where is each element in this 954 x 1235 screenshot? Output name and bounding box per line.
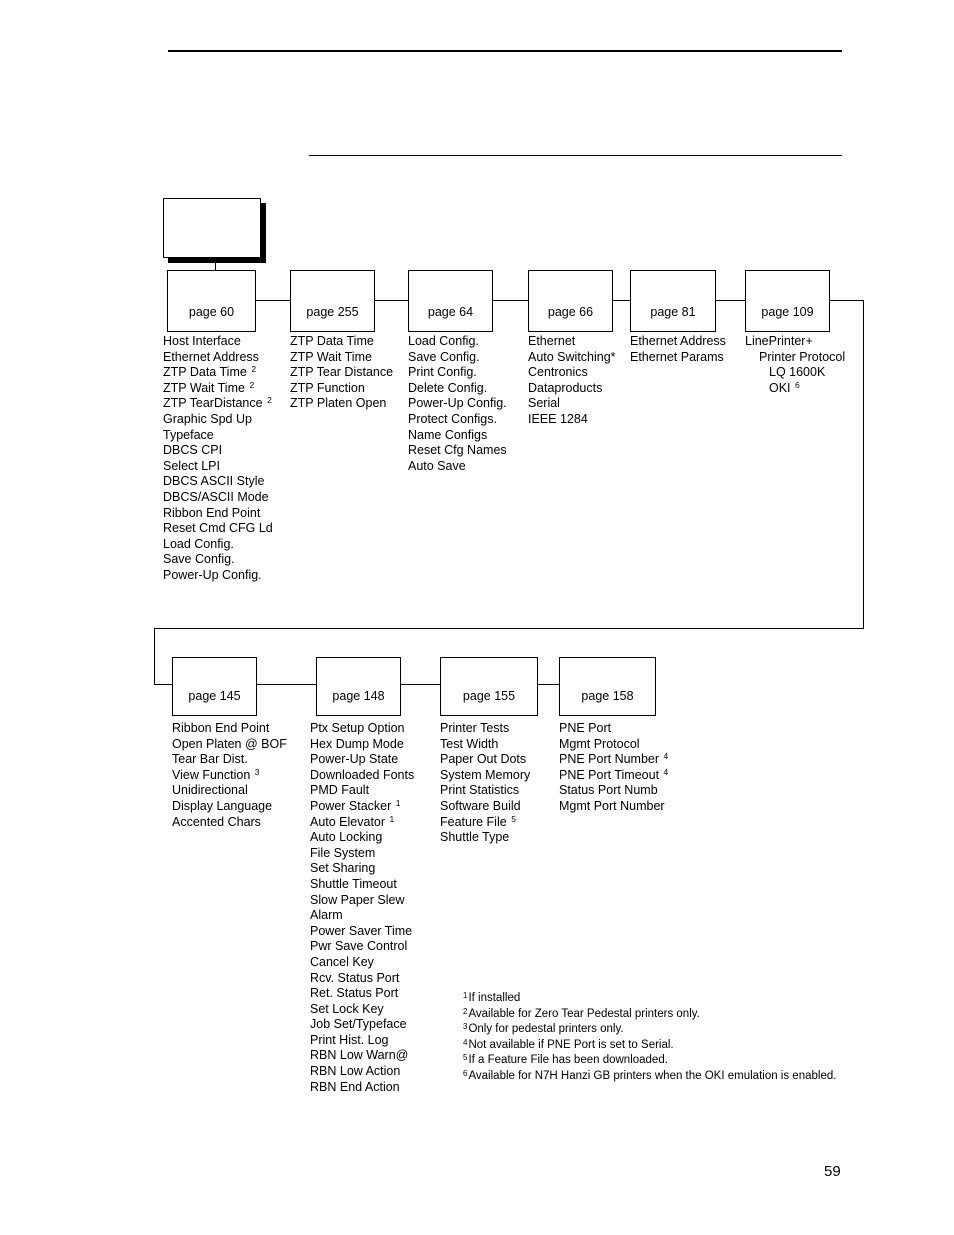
menu-item-label: System Memory <box>440 767 531 782</box>
menu-item-list <box>440 721 530 846</box>
page-box <box>167 270 256 332</box>
menu-item <box>528 412 616 428</box>
menu-item <box>310 799 414 815</box>
menu-item <box>310 768 414 784</box>
page-ref: page 81 <box>650 305 696 319</box>
menu-item-label: Tear Bar Dist. <box>172 752 248 767</box>
menu-item-label: Power Saver Time <box>310 923 413 938</box>
footnote-text: Only for pedestal printers only. <box>468 1023 624 1036</box>
menu-item <box>163 568 273 584</box>
menu-item-label: Power-Up State <box>310 752 399 767</box>
footnote-marker: 5 <box>511 813 516 824</box>
row2-connector <box>400 684 440 685</box>
menu-item <box>310 939 414 955</box>
menu-item <box>528 365 616 381</box>
footnote-text: Not available if PNE Port is set to Serial. <box>468 1038 674 1051</box>
menu-item-label: Serial <box>528 396 560 411</box>
menu-item <box>440 830 530 846</box>
menu-item <box>310 737 414 753</box>
row1-connector <box>255 300 290 301</box>
menu-item <box>408 396 507 412</box>
menu-item-label: Ethernet Params <box>630 349 724 364</box>
menu-item-label: Job Set/Typeface <box>310 1017 407 1032</box>
menu-item-label: Auto Locking <box>310 830 383 845</box>
footnote-text: Available for Zero Tear Pedestal printers only. <box>468 1007 700 1020</box>
menu-item-label: Ribbon End Point <box>163 505 261 520</box>
page-ref: page 158 <box>581 689 634 703</box>
menu-item-label: Cancel Key <box>310 954 374 969</box>
menu-item <box>559 721 668 737</box>
menu-item <box>528 334 616 350</box>
footnote <box>463 1022 836 1038</box>
menu-item-label: Save Config. <box>408 349 480 364</box>
menu-item-label: Status Port Numb <box>559 783 658 798</box>
menu-item <box>310 1048 414 1064</box>
footnote-number: 6 <box>463 1068 468 1078</box>
menu-item <box>559 799 668 815</box>
menu-item <box>163 428 273 444</box>
page-box <box>172 657 257 716</box>
menu-item <box>310 877 414 893</box>
wrap-connector <box>154 628 864 629</box>
menu-item <box>310 1064 414 1080</box>
menu-item-list <box>630 334 726 365</box>
menu-item <box>163 506 273 522</box>
page-box <box>440 657 538 716</box>
menu-item-label: DBCS/ASCII Mode <box>163 489 269 504</box>
menu-item-label: Mgmt Port Number <box>559 798 665 813</box>
menu-item-label: ZTP Wait Time <box>290 349 372 364</box>
page-box <box>528 270 613 332</box>
menu-item <box>163 365 273 381</box>
page-ref: page 60 <box>188 305 235 319</box>
menu-item-label: Printer Tests <box>440 721 510 735</box>
menu-item <box>310 846 414 862</box>
menu-item <box>290 396 393 412</box>
menu-item-label: Select LPI <box>163 458 220 473</box>
menu-item <box>745 365 845 381</box>
menu-item-label: OKI <box>769 380 791 395</box>
menu-item-label: Shuttle Timeout <box>310 876 397 891</box>
footnote-marker: 6 <box>795 379 800 390</box>
menu-item-label: Auto Switching* <box>528 349 616 364</box>
menu-item <box>528 396 616 412</box>
menu-item <box>163 552 273 568</box>
footnote-number: 2 <box>463 1006 468 1016</box>
menu-item <box>408 334 507 350</box>
menu-item-label: Accented Chars <box>172 814 261 829</box>
menu-item-label: Shuttle Type <box>440 830 510 845</box>
menu-item <box>630 334 726 350</box>
menu-item <box>310 986 414 1002</box>
menu-item <box>408 412 507 428</box>
menu-item <box>172 737 287 753</box>
menu-item-label: Load Config. <box>163 536 234 551</box>
menu-item <box>440 783 530 799</box>
menu-item <box>172 799 287 815</box>
menu-item-label: ZTP Data Time <box>290 334 374 348</box>
menu-item-label: Ethernet <box>528 334 576 348</box>
page-number: 59 <box>824 1163 841 1180</box>
page-ref: page 148 <box>332 689 385 703</box>
menu-item <box>310 1033 414 1049</box>
menu-item-label: ZTP TearDistance <box>163 396 263 411</box>
menu-item-label: View Function <box>172 767 251 782</box>
wrap-connector <box>863 300 864 629</box>
menu-item <box>440 752 530 768</box>
menu-item <box>290 365 393 381</box>
menu-item-label: ZTP Data Time <box>163 365 247 380</box>
menu-item <box>408 350 507 366</box>
menu-item <box>163 396 273 412</box>
menu-item-label: Pwr Save Control <box>310 939 408 954</box>
menu-item <box>745 381 845 397</box>
menu-item-label: DBCS CPI <box>163 443 223 458</box>
menu-item-label: Ethernet Address <box>630 334 726 348</box>
menu-item-list <box>172 721 287 830</box>
menu-item-list <box>528 334 616 428</box>
menu-item <box>528 350 616 366</box>
page-box <box>559 657 656 716</box>
menu-item-label: LQ 1600K <box>769 365 826 380</box>
menu-item <box>559 752 668 768</box>
menu-item <box>310 861 414 877</box>
menu-item <box>408 459 507 475</box>
footnote <box>463 1069 836 1085</box>
row1-connector <box>715 300 745 301</box>
menu-item <box>310 893 414 909</box>
menu-item <box>408 443 507 459</box>
menu-item-label: RBN End Action <box>310 1079 400 1094</box>
menu-item <box>440 768 530 784</box>
menu-item-label: Ethernet Address <box>163 349 259 364</box>
menu-item-label: Save Config. <box>163 552 235 567</box>
page-ref: page 64 <box>427 305 474 319</box>
menu-item-label: Print Config. <box>408 365 477 380</box>
menu-item <box>163 521 273 537</box>
menu-item <box>310 955 414 971</box>
menu-item-label: RBN Low Warn@ <box>310 1048 409 1063</box>
menu-item <box>408 365 507 381</box>
row2-connector <box>256 684 316 685</box>
row1-connector <box>829 300 864 301</box>
menu-item <box>310 783 414 799</box>
menu-item-label: Feature File <box>440 814 507 829</box>
footnote <box>463 991 836 1007</box>
menu-item-label: Printer Protocol <box>759 349 846 364</box>
menu-item-label: RBN Low Action <box>310 1064 401 1079</box>
row1-connector <box>374 300 408 301</box>
footnote-marker: 3 <box>254 766 260 777</box>
footnote-marker: 2 <box>267 395 272 406</box>
menu-item <box>172 721 287 737</box>
footnote-marker: 2 <box>251 364 257 375</box>
menu-item <box>310 752 414 768</box>
menu-item <box>310 924 414 940</box>
menu-item <box>559 783 668 799</box>
menu-item <box>310 815 414 831</box>
menu-item-label: PNE Port Number <box>559 752 660 767</box>
menu-item-list <box>745 334 845 396</box>
menu-item <box>745 350 845 366</box>
page-ref: page 155 <box>462 689 516 703</box>
menu-item <box>163 443 273 459</box>
menu-item-label: Mgmt Protocol <box>559 736 640 751</box>
menu-item-label: Rcv. Status Port <box>310 970 400 985</box>
menu-item-label: Test Width <box>440 736 499 751</box>
wrap-connector <box>154 684 172 685</box>
footnote-marker: 4 <box>663 751 669 762</box>
footnote-marker: 1 <box>395 797 401 808</box>
menu-item <box>172 752 287 768</box>
menu-item <box>172 815 287 831</box>
menu-item <box>440 737 530 753</box>
menu-item-label: ZTP Platen Open <box>290 396 387 411</box>
menu-item <box>290 350 393 366</box>
footnote-marker: 2 <box>249 379 255 390</box>
menu-item <box>310 1002 414 1018</box>
menu-item-label: Host Interface <box>163 334 241 348</box>
menu-item-label: Graphic Spd Up <box>163 411 252 426</box>
footnote-text: Available for N7H Hanzi GB printers when the OKI emulation is enabled. <box>468 1069 837 1082</box>
menu-item-label: Load Config. <box>408 334 479 348</box>
menu-item-label: Display Language <box>172 798 273 813</box>
menu-item <box>163 474 273 490</box>
menu-item <box>163 334 273 350</box>
page-box <box>408 270 493 332</box>
menu-item-label: ZTP Wait Time <box>163 380 245 395</box>
menu-item-label: Hex Dump Mode <box>310 736 404 751</box>
menu-item <box>290 334 393 350</box>
row2-connector <box>537 684 559 685</box>
menu-item <box>440 799 530 815</box>
menu-item <box>290 381 393 397</box>
menu-item-label: PNE Port <box>559 721 612 735</box>
row1-connector <box>492 300 528 301</box>
footnote <box>463 1038 836 1054</box>
menu-item <box>310 830 414 846</box>
menu-item <box>163 537 273 553</box>
menu-item-label: Auto Save <box>408 458 466 473</box>
menu-item <box>310 971 414 987</box>
footnote <box>463 1053 836 1069</box>
menu-item-list <box>310 721 414 1095</box>
menu-item <box>163 412 273 428</box>
page-ref: page 66 <box>547 305 594 319</box>
menu-item-list <box>559 721 668 815</box>
menu-item <box>745 334 845 350</box>
page-box <box>290 270 375 332</box>
menu-item-label: PMD Fault <box>310 783 370 798</box>
menu-item-label: Print Statistics <box>440 783 520 798</box>
menu-item-label: Power Stacker <box>310 798 392 813</box>
menu-item-label: Power-Up Config. <box>163 567 262 582</box>
menu-item-label: Open Platen @ BOF <box>172 736 287 751</box>
page-box <box>745 270 830 332</box>
page-ref: page 109 <box>761 305 814 319</box>
page-ref: page 145 <box>188 689 241 703</box>
menu-item-label: Downloaded Fonts <box>310 767 415 782</box>
menu-item-label: Auto Elevator <box>310 814 386 829</box>
footnote-text: If a Feature File has been downloaded. <box>468 1054 668 1067</box>
menu-item-label: Ribbon End Point <box>172 721 270 735</box>
footnotes <box>463 991 836 1085</box>
menu-item <box>163 381 273 397</box>
footnote-marker: 1 <box>389 813 395 824</box>
menu-item <box>172 768 287 784</box>
section-rule <box>309 155 842 156</box>
menu-item <box>440 815 530 831</box>
menu-item <box>630 350 726 366</box>
header-rule <box>168 50 842 52</box>
menu-item-label: Centronics <box>528 365 588 380</box>
footnote <box>463 1007 836 1023</box>
menu-root-box <box>163 198 261 258</box>
menu-item-list <box>163 334 273 584</box>
menu-item-label: ZTP Function <box>290 380 365 395</box>
menu-item <box>408 381 507 397</box>
menu-item-label: LinePrinter+ <box>745 334 813 348</box>
menu-item-label: Print Hist. Log <box>310 1032 389 1047</box>
footnote-number: 3 <box>463 1022 468 1032</box>
menu-item-label: DBCS ASCII Style <box>163 474 265 489</box>
menu-item <box>163 459 273 475</box>
footnote-text: If installed <box>468 992 521 1004</box>
menu-item <box>310 908 414 924</box>
row1-connector <box>612 300 630 301</box>
menu-item-label: Set Lock Key <box>310 1001 384 1016</box>
root-connector <box>215 261 216 270</box>
menu-item-label: Slow Paper Slew <box>310 892 405 907</box>
menu-item-label: Reset Cmd CFG Ld <box>163 521 273 536</box>
menu-item <box>172 783 287 799</box>
menu-item-label: Delete Config. <box>408 380 488 395</box>
page-box <box>630 270 716 332</box>
page-ref: page 255 <box>306 305 359 319</box>
footnote-number: 4 <box>463 1037 468 1047</box>
menu-item <box>310 721 414 737</box>
menu-item <box>310 1017 414 1033</box>
menu-item-label: PNE Port Timeout <box>559 767 660 782</box>
menu-item <box>559 768 668 784</box>
footnote-marker: 4 <box>663 766 669 777</box>
menu-item-list <box>290 334 393 412</box>
menu-item-label: Dataproducts <box>528 380 603 395</box>
menu-item-label: Paper Out Dots <box>440 752 527 767</box>
menu-item-label: Set Sharing <box>310 861 376 876</box>
menu-item-list <box>408 334 507 474</box>
menu-item-label: Alarm <box>310 908 343 923</box>
menu-item <box>559 737 668 753</box>
menu-item-label: Power-Up Config. <box>408 396 507 411</box>
menu-item-label: Name Configs <box>408 427 488 442</box>
wrap-connector <box>154 628 155 685</box>
menu-item-label: IEEE 1284 <box>528 411 588 426</box>
menu-item <box>163 490 273 506</box>
menu-item <box>310 1080 414 1096</box>
page-box <box>316 657 401 716</box>
menu-item <box>163 350 273 366</box>
menu-item-label: ZTP Tear Distance <box>290 365 394 380</box>
menu-item-label: Ret. Status Port <box>310 986 399 1001</box>
menu-item-label: Ptx Setup Option <box>310 721 405 735</box>
footnote-number: 5 <box>463 1053 468 1063</box>
menu-item <box>408 428 507 444</box>
menu-item-label: Protect Configs. <box>408 411 497 426</box>
menu-item <box>528 381 616 397</box>
menu-item-label: Software Build <box>440 798 521 813</box>
menu-item <box>440 721 530 737</box>
menu-item-label: Unidirectional <box>172 783 248 798</box>
menu-item-label: Typeface <box>163 427 214 442</box>
menu-item-label: File System <box>310 845 376 860</box>
menu-item-label: Reset Cfg Names <box>408 443 507 458</box>
footnote-number: 1 <box>463 991 468 1000</box>
